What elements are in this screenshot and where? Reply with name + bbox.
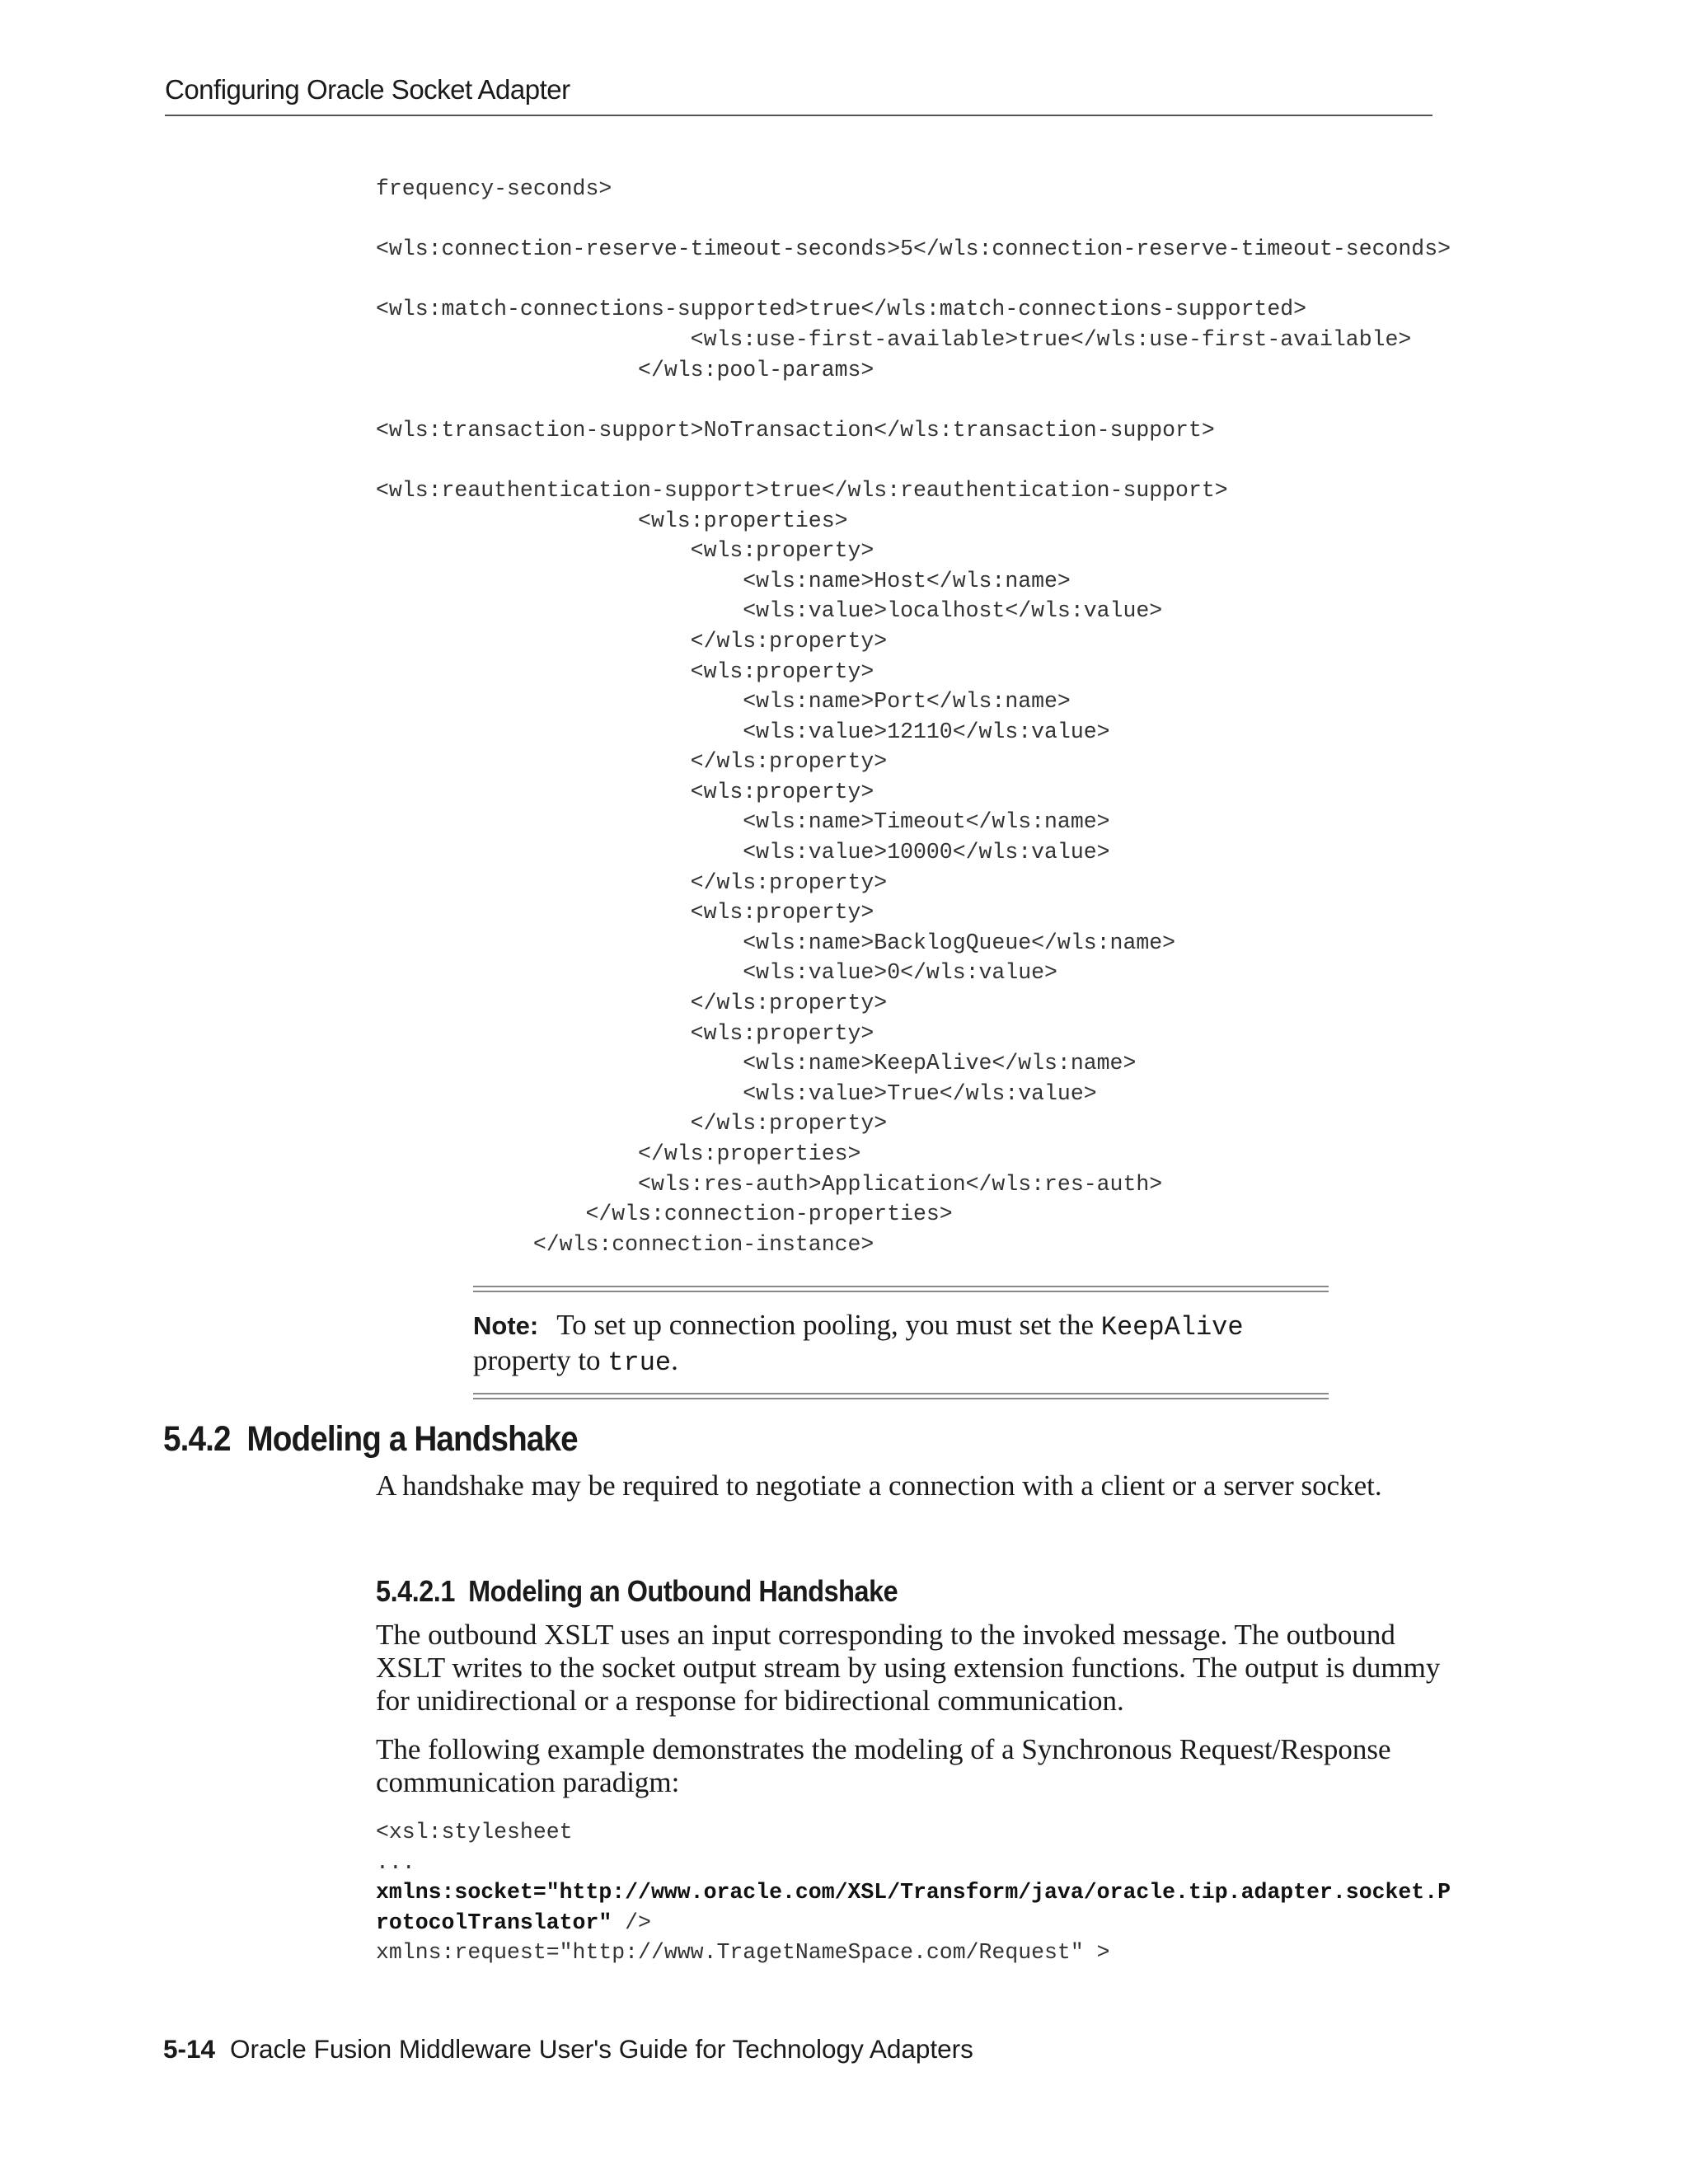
header-rule bbox=[165, 115, 1432, 116]
running-header: Configuring Oracle Socket Adapter bbox=[165, 74, 570, 105]
section-intro: A handshake may be required to negotiate a connection with a client or a server socket. bbox=[376, 1469, 1382, 1502]
page-number: 5-14 bbox=[163, 2034, 216, 2064]
code-line-rest: /> bbox=[612, 1910, 651, 1935]
code-line-bold: rotocolTranslator" bbox=[376, 1910, 612, 1935]
page-footer bbox=[163, 2034, 973, 2064]
code-line: ... bbox=[376, 1849, 415, 1875]
note-top-rule bbox=[473, 1286, 1329, 1292]
subsection-paragraph-2: The following example demonstrates the modeling of a Synchronous Request/Response communication paradigm: bbox=[376, 1733, 1391, 1798]
note-text-before: To set up connection pooling, you must set the bbox=[556, 1309, 1101, 1341]
subsection-number: 5.4.2.1 bbox=[376, 1574, 455, 1608]
note-text-after: . bbox=[671, 1344, 678, 1376]
code-block-xsl bbox=[376, 1817, 1451, 1968]
subsection-paragraph-1: The outbound XSLT uses an input corresponding to the invoked message. The outbound XSLT writes to the socket output stream by using extension functions. The output is dummy for unidirectional or a response for bidirectional communication. bbox=[376, 1619, 1441, 1717]
code-line-bold: xmlns:socket="http://www.oracle.com/XSL/Transform/java/oracle.tip.adapter.socket.P bbox=[376, 1880, 1451, 1905]
code-line: xmlns:request="http://www.TragetNameSpace.com/Request" > bbox=[376, 1940, 1110, 1966]
section-heading bbox=[163, 1419, 578, 1460]
book-title: Oracle Fusion Middleware User's Guide for Technology Adapters bbox=[230, 2034, 973, 2064]
note-text bbox=[473, 1292, 1329, 1393]
code-line: <xsl:stylesheet bbox=[376, 1820, 573, 1844]
note-code-true: true bbox=[607, 1347, 672, 1378]
note-box bbox=[473, 1286, 1329, 1399]
subsection-heading bbox=[376, 1574, 898, 1609]
note-label: Note: bbox=[473, 1311, 539, 1340]
code-block-config: frequency-seconds> <wls:connection-reserve-timeout-seconds>5</wls:connection-reserve-timeout-seconds> <wls:match-connections-supported>true</wls:match-connections-supported> <wls:use-first-available>true</wls:use-first-available> </wls:pool-params> <wls:transaction-support>NoTransaction</wls:transaction-support> <wls:reauthentication-support>true</wls:reauthentication-support> <wls:properties> <wls:property> <wls:name>Host</wls:name> <wls:value>localhost</wls:value> </wls:property> <wls:property> <wls:name>Port</wls:name> <wls:value>12110</wls:value> </wls:property> <wls:property> <wls:name>Timeout</wls:name> <wls:value>10000</wls:value> </wls:property> <wls:property> <wls:name>BacklogQueue</wls:name> <wls:value>0</wls:value> </wls:property> <wls:property> <wls:name>KeepAlive</wls:name> <wls:value>True</wls:value> </wls:property> </wls:properties> <wls:res-auth>Application</wls:res-auth> </wls:connection-properties> </wls:connection-instance> bbox=[376, 176, 1451, 1257]
section-number: 5.4.2 bbox=[163, 1419, 231, 1459]
section-title: Modeling a Handshake bbox=[246, 1419, 578, 1459]
note-code-keepalive: KeepAlive bbox=[1100, 1312, 1244, 1343]
note-text-middle: property to bbox=[473, 1344, 608, 1376]
subsection-title: Modeling an Outbound Handshake bbox=[468, 1574, 898, 1608]
note-bottom-rule bbox=[473, 1393, 1329, 1399]
